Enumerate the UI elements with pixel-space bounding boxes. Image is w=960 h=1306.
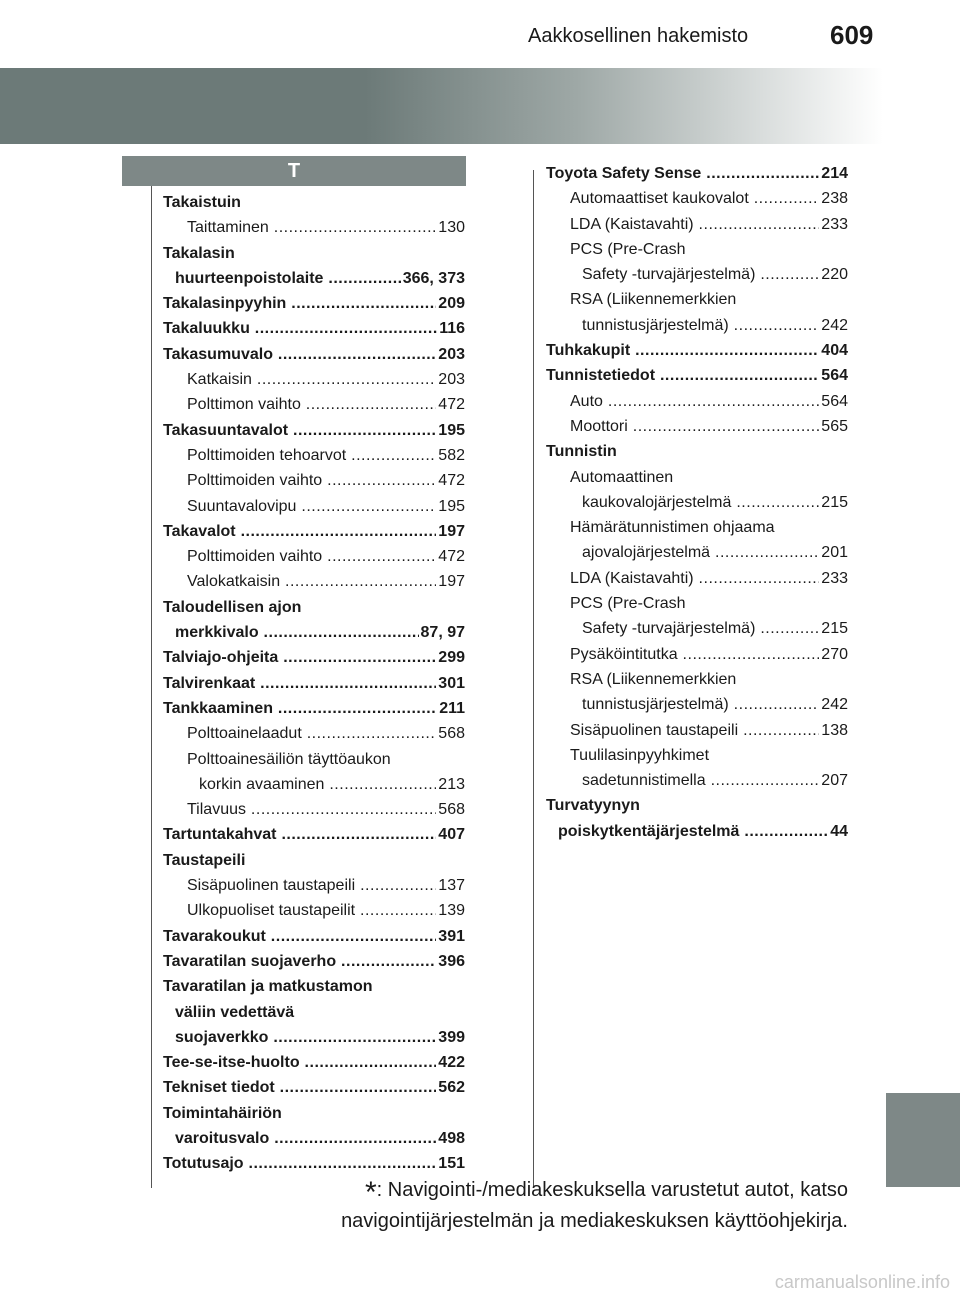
index-entry-page: 151	[436, 1151, 465, 1176]
index-entry-label: Takalasinpyyhin .....	[163, 295, 465, 312]
index-entry-page: 116	[437, 316, 465, 341]
index-entry-page: 391	[436, 924, 465, 949]
index-entry	[163, 266, 465, 291]
index-entry-label: Katkaisin .....	[187, 371, 465, 388]
index-entry-label: Polttimoiden vaihto .....	[187, 548, 465, 565]
index-entry-page: 565	[819, 414, 848, 439]
column-rule-left	[151, 186, 152, 1188]
index-entry	[546, 718, 848, 743]
index-entry-page: 472	[436, 392, 465, 417]
index-entry	[546, 439, 848, 464]
index-entry	[163, 1075, 465, 1100]
index-entry-label: Talviajo-ohjeita .....	[163, 649, 465, 666]
index-entry	[546, 819, 848, 844]
footnote-marker: *	[364, 1176, 377, 1209]
index-entry-page: 197	[436, 519, 465, 544]
index-entry-label: Polttimon vaihto .....	[187, 396, 465, 413]
index-entry	[546, 540, 848, 565]
index-entry	[163, 190, 465, 215]
page-number: 609	[830, 20, 874, 50]
index-entry-label: Tilavuus .....	[187, 801, 465, 818]
index-entry	[163, 215, 465, 240]
index-entry-page: 195	[436, 418, 465, 443]
index-entry-page: 211	[437, 696, 465, 721]
index-entry-label: poiskytkentäjärjestelmä .....	[558, 823, 848, 840]
index-entry	[163, 721, 465, 746]
index-entry-page: 404	[819, 338, 848, 363]
index-entry	[546, 465, 848, 490]
index-entry	[163, 772, 465, 797]
index-entry-label: Ulkopuoliset taustapeilit .....	[187, 902, 465, 919]
index-entry	[163, 873, 465, 898]
section-title: Aakkosellinen hakemisto	[528, 25, 749, 47]
index-entry	[546, 186, 848, 211]
index-entry-label: Tunnistetiedot .....	[546, 367, 848, 384]
index-column-left	[163, 190, 465, 1177]
index-entry	[163, 519, 465, 544]
index-entry-label: Pysäköintitutka .....	[570, 646, 848, 663]
index-entry-label: Tuhkakupit .....	[546, 342, 848, 359]
index-entry-page: 87, 97	[419, 620, 465, 645]
index-entry-label: LDA (Kaistavahti) .....	[570, 216, 848, 233]
index-entry-label: RSA (Liikennemerkkien	[570, 291, 737, 309]
index-entry-label: Takaistuin	[163, 194, 241, 211]
index-entry	[163, 544, 465, 569]
index-entry-page: 214	[819, 161, 848, 186]
index-entry	[546, 237, 848, 262]
index-entry-label: Takaluukku .....	[163, 320, 465, 337]
index-entry-label: Safety -turvajärjestelmä) .....	[582, 620, 848, 637]
index-entry-label: Takavalot .....	[163, 523, 465, 540]
index-entry	[163, 1025, 465, 1050]
index-letter-heading: T	[122, 156, 466, 186]
index-entry	[163, 1126, 465, 1151]
index-entry-label: Tavaratilan suojaverho .....	[163, 953, 465, 970]
index-entry-label: Takasumuvalo .....	[163, 346, 465, 363]
thumb-index-tab	[886, 1093, 960, 1187]
index-entry-label: PCS (Pre-Crash	[570, 240, 686, 258]
index-entry-label: Toyota Safety Sense .....	[546, 165, 848, 182]
index-entry	[546, 212, 848, 237]
index-entry-label: korkin avaaminen .....	[199, 776, 465, 793]
column-rule-middle	[533, 170, 534, 1188]
index-entry	[546, 591, 848, 616]
index-entry	[163, 696, 465, 721]
index-entry-page: 207	[819, 768, 848, 793]
footnote-line-2: navigointijärjestelmän ja mediakeskuksen käyttöohjekirja.	[341, 1210, 848, 1232]
index-entry	[163, 797, 465, 822]
index-entry-page: 215	[819, 490, 848, 515]
index-entry-label: Sisäpuolinen taustapeili .....	[570, 722, 848, 739]
index-entry-label: Tartuntakahvat .....	[163, 826, 465, 843]
index-entry	[163, 620, 465, 645]
index-entry	[163, 671, 465, 696]
index-entry	[546, 287, 848, 312]
index-entry	[546, 616, 848, 641]
index-entry-label: varoitusvalo .....	[175, 1130, 465, 1147]
index-entry	[163, 595, 465, 620]
index-entry-label: Polttoainesäiliön täyttöaukon	[187, 750, 391, 768]
index-entry	[163, 494, 465, 519]
index-column-right	[546, 161, 848, 844]
index-entry	[163, 342, 465, 367]
index-entry	[163, 848, 465, 873]
index-entry-label: Safety -turvajärjestelmä) .....	[582, 266, 848, 283]
index-entry	[546, 743, 848, 768]
index-entry	[163, 1050, 465, 1075]
index-entry-page: 399	[436, 1025, 465, 1050]
index-entry-label: suojaverkko .....	[175, 1029, 465, 1046]
footnote-line-1	[250, 1176, 848, 1207]
index-entry-label: Tankkaaminen .....	[163, 700, 465, 717]
index-entry-label: Polttoainelaadut .....	[187, 725, 465, 742]
index-entry-page: 422	[436, 1050, 465, 1075]
index-entry-label: Auto .....	[570, 393, 848, 410]
index-entry-page: 139	[436, 898, 465, 923]
index-entry	[163, 392, 465, 417]
footnote	[250, 1176, 848, 1235]
index-entry	[546, 389, 848, 414]
index-entry-label: Automaattinen	[570, 468, 674, 486]
index-entry	[163, 645, 465, 670]
index-entry-page: 568	[436, 797, 465, 822]
index-entry	[163, 241, 465, 266]
index-entry-page: 270	[819, 642, 848, 667]
index-entry-page: 568	[436, 721, 465, 746]
index-entry-page: 233	[819, 566, 848, 591]
index-entry-page: 564	[819, 389, 848, 414]
index-entry-page: 238	[819, 186, 848, 211]
index-entry-label: Totutusajo .....	[163, 1155, 465, 1172]
index-entry-page: 213	[436, 772, 465, 797]
index-entry-page: 301	[436, 671, 465, 696]
index-entry	[546, 313, 848, 338]
index-entry-label: Moottori .....	[570, 418, 848, 435]
index-entry-page: 564	[819, 363, 848, 388]
page-header	[0, 0, 960, 60]
index-entry-page: 195	[436, 494, 465, 519]
index-entry-label: RSA (Liikennemerkkien	[570, 670, 737, 688]
index-entry-page: 233	[819, 212, 848, 237]
index-entry	[163, 747, 465, 772]
index-entry-label: väliin vedettävä	[175, 1003, 295, 1021]
index-entry	[163, 443, 465, 468]
footnote-text-1: : Navigointi-/mediakeskuksella varustetut autot, katso	[376, 1179, 848, 1201]
index-entry-label: Talvirenkaat .....	[163, 675, 465, 692]
index-entry-label: Suuntavalovipu .....	[187, 498, 465, 515]
index-entry-page: 138	[819, 718, 848, 743]
header-banner	[0, 68, 960, 144]
index-entry-label: tunnistusjärjestelmä) .....	[582, 696, 848, 713]
index-entry	[163, 822, 465, 847]
index-entry-label: Tavarakoukut .....	[163, 928, 465, 945]
index-entry-label: huurteenpoistolaite .....	[175, 270, 465, 287]
index-entry-label: Tuulilasinpyyhkimet	[570, 746, 710, 764]
index-entry	[163, 1151, 465, 1176]
index-entry	[163, 974, 465, 999]
index-entry-page: 472	[436, 544, 465, 569]
index-entry-label: LDA (Kaistavahti) .....	[570, 570, 848, 587]
index-entry-page: 220	[819, 262, 848, 287]
index-entry	[546, 161, 848, 186]
index-entry	[163, 291, 465, 316]
index-entry-label: Takasuuntavalot .....	[163, 422, 465, 439]
index-entry	[163, 367, 465, 392]
index-entry	[546, 515, 848, 540]
index-entry-label: Polttimoiden tehoarvot .....	[187, 447, 465, 464]
index-entry-label: Polttimoiden vaihto .....	[187, 472, 465, 489]
index-entry-label: Tee-se-itse-huolto .....	[163, 1054, 465, 1071]
index-entry	[546, 363, 848, 388]
index-entry-page: 242	[819, 313, 848, 338]
index-entry-label: Taloudellisen ajon	[163, 598, 302, 616]
watermark: carmanualsonline.info	[774, 1272, 950, 1292]
index-entry-label: Sisäpuolinen taustapeili .....	[187, 877, 465, 894]
index-entry-label: PCS (Pre-Crash	[570, 595, 686, 613]
index-entry	[546, 667, 848, 692]
index-entry-label: kaukovalojärjestelmä .....	[582, 494, 848, 511]
index-entry-page: 407	[436, 822, 465, 847]
index-entry-label: Takalasin	[163, 244, 235, 262]
index-entry-label: Tekniset tiedot .....	[163, 1079, 465, 1096]
index-entry-page: 242	[819, 692, 848, 717]
index-entry-page: 299	[436, 645, 465, 670]
index-entry-label: merkkivalo .....	[175, 624, 465, 641]
index-entry	[546, 338, 848, 363]
index-entry-page: 396	[436, 949, 465, 974]
index-entry-page: 366, 373	[401, 266, 465, 291]
index-entry	[546, 793, 848, 818]
index-entry-label: Hämärätunnistimen ohjaama	[570, 519, 775, 537]
index-entry	[163, 924, 465, 949]
index-entry-label: Taittaminen .....	[187, 219, 465, 236]
index-entry-label: Taustapeili	[163, 851, 246, 869]
index-entry-page: 130	[436, 215, 465, 240]
index-entry	[163, 1101, 465, 1126]
index-entry-page: 197	[436, 569, 465, 594]
index-entry	[163, 316, 465, 341]
index-entry-page: 498	[436, 1126, 465, 1151]
index-entry-page: 215	[819, 616, 848, 641]
index-entry	[546, 490, 848, 515]
index-entry	[546, 642, 848, 667]
index-entry	[546, 566, 848, 591]
index-entry	[163, 468, 465, 493]
index-entry-page: 582	[436, 443, 465, 468]
index-entry	[163, 569, 465, 594]
index-entry-page: 203	[436, 367, 465, 392]
index-entry-label: ajovalojärjestelmä .....	[582, 544, 848, 561]
index-entry-label: tunnistusjärjestelmä) .....	[582, 317, 848, 334]
index-entry-label: Valokatkaisin .....	[187, 573, 465, 590]
index-entry	[163, 1000, 465, 1025]
index-entry	[546, 414, 848, 439]
index-entry-label: Tunnistin	[546, 443, 617, 461]
index-entry-page: 137	[436, 873, 465, 898]
index-entry-page: 472	[436, 468, 465, 493]
index-entry-label: Toimintahäiriön	[163, 1104, 282, 1122]
index-entry-page: 44	[828, 819, 848, 844]
index-entry	[546, 262, 848, 287]
index-entry	[546, 692, 848, 717]
index-entry-label: Tavaratilan ja matkustamon	[163, 978, 373, 996]
index-entry-page: 562	[436, 1075, 465, 1100]
index-entry-page: 201	[819, 540, 848, 565]
index-entry	[546, 768, 848, 793]
index-entry	[163, 898, 465, 923]
index-entry-label: sadetunnistimella .....	[582, 772, 848, 789]
index-entry-label: Turvatyynyn	[546, 797, 640, 815]
index-entry-page: 203	[436, 342, 465, 367]
index-entry	[163, 418, 465, 443]
index-entry-page: 209	[436, 291, 465, 316]
index-entry	[163, 949, 465, 974]
index-entry-label: Automaattiset kaukovalot .....	[570, 190, 848, 207]
